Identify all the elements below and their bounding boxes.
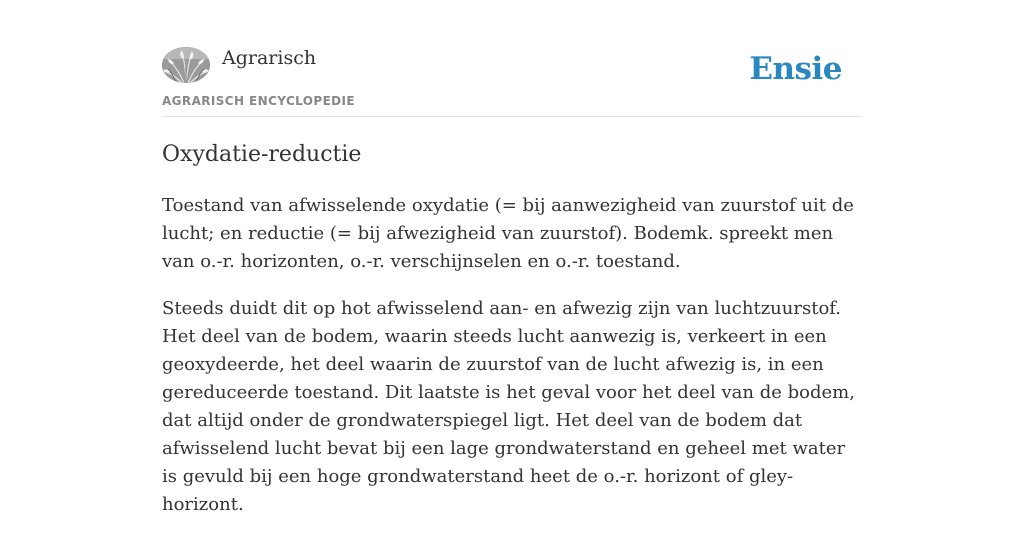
site-header (162, 0, 862, 117)
article-paragraph: Toestand van afwisselende oxydatie (= bij aanwezigheid van zuurstof uit de lucht; en reductie (= bij afwezigheid van zuurstof). Bodemk. spreekt men van o.-r. horizonten, o.-r. verschijnselen en o.-r. toestand. (162, 195, 854, 272)
brand-logo-link[interactable]: Ensie (749, 51, 842, 87)
article-title: Oxydatie-reductie (162, 142, 362, 167)
page (162, 0, 862, 515)
site-name[interactable]: Agrarisch (222, 47, 317, 69)
article-body (162, 192, 862, 538)
article-paragraph: Steeds duidt dit op hot afwisselend aan- en afwezig zijn van luchtzuurstof. Het deel van de bodem, waarin steeds lucht aanwezig is, verkeert in een geoxydeerde, het deel waarin de zuurstof van de lucht afwezig is, in een gereduceerde toestand. Dit laatste is het geval voor het deel van de bodem, dat altijd onder de grondwaterspiegel ligt. Het deel van de bodem dat afwisselend lucht bevat bij een lage grondwaterstand en geheel met water is gevuld bij een hoge grondwaterstand heet de o.-r. horizont of gley-horizont. (162, 298, 855, 515)
site-subtitle: AGRARISCH ENCYCLOPEDIE (162, 94, 355, 108)
wheat-logo-icon[interactable] (162, 47, 210, 83)
